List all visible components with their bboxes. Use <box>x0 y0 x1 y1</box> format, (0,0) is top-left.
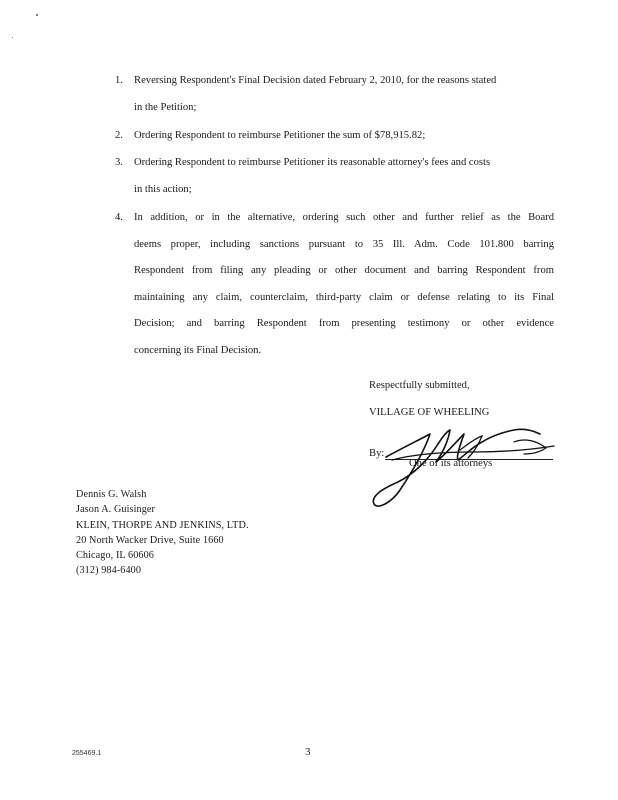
item-line: Ordering Respondent to reimburse Petitioner the sum of $78,915.82; <box>134 130 426 141</box>
item-line: in this action; <box>134 183 192 195</box>
page-number: 3 <box>305 746 311 758</box>
attorney-name: Dennis G. Walsh <box>76 489 147 500</box>
item-text <box>134 150 554 203</box>
item-line: maintaining any claim, counterclaim, third-party claim or defense relating to its Final <box>134 291 554 303</box>
item-text <box>134 205 554 364</box>
item-line: in the Petition; <box>134 101 197 113</box>
firm-name: KLEIN, THORPE AND JENKINS, LTD. <box>76 519 249 531</box>
attorney-name: Jason A. Guisinger <box>76 504 156 516</box>
counsel-block <box>76 487 249 579</box>
signer-role: One of its attorneys <box>409 458 493 469</box>
item-number: 2. <box>115 130 123 141</box>
firm-address-line2: Chicago, IL 60606 <box>76 550 154 562</box>
item-text <box>134 123 554 150</box>
item-line: Reversing Respondent's Final Decision dated February 2, 2010, for the reasons stated <box>134 75 497 86</box>
item-number: 4. <box>115 212 123 223</box>
item-line: Decision; and barring Respondent from presenting testimony or other evidence <box>134 318 554 329</box>
document-id: 255469.1 <box>72 750 102 757</box>
item-line: deems proper, including sanctions pursuant to 35 Ill. Adm. Code 101.800 barring <box>134 238 554 250</box>
respectfully-submitted: Respectfully submitted, <box>369 380 470 391</box>
item-text <box>134 68 554 121</box>
firm-phone: (312) 984-6400 <box>76 565 142 577</box>
scan-speck <box>36 14 38 16</box>
item-line: Ordering Respondent to reimburse Petitioner its reasonable attorney's fees and costs <box>134 157 491 168</box>
handwritten-signature <box>364 412 564 522</box>
by-label: By: <box>369 448 385 459</box>
scan-speck <box>12 37 13 38</box>
firm-address-line1: 20 North Wacker Drive, Suite 1660 <box>76 534 224 546</box>
item-number: 3. <box>115 157 123 168</box>
item-line: In addition, or in the alternative, ordering such other and further relief as the Board <box>134 212 554 223</box>
item-line: Respondent from filing any pleading or other document and barring Respondent from <box>134 265 554 276</box>
item-line: concerning its Final Decision. <box>134 344 262 356</box>
item-number: 1. <box>115 75 123 86</box>
party-name: VILLAGE OF WHEELING <box>369 407 490 418</box>
